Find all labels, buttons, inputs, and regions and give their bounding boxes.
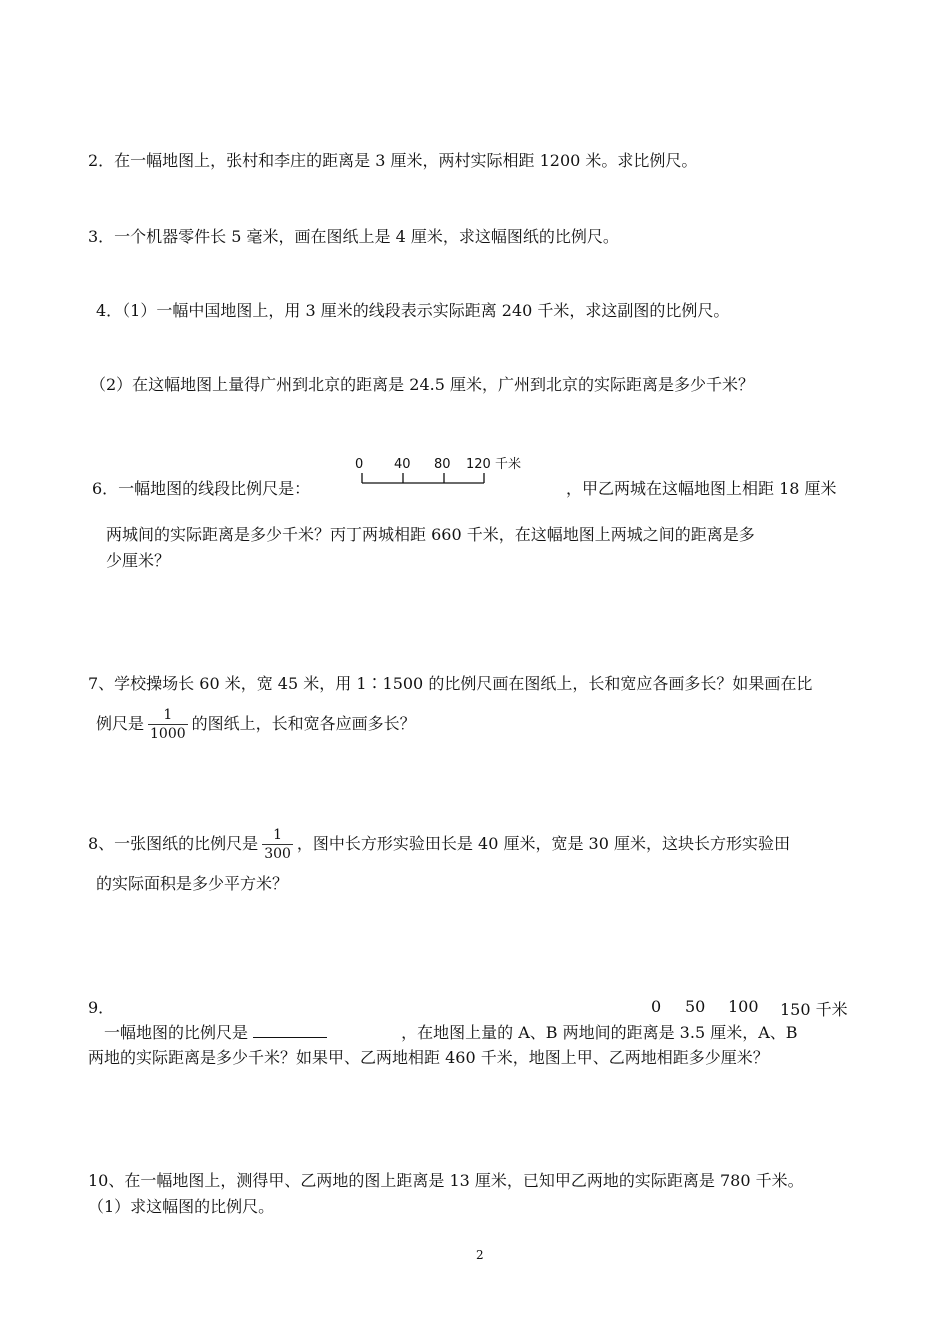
question-9-line-1-prefix: 一幅地图的比例尺是 bbox=[104, 1023, 249, 1042]
scale9-label-3: 150 千米 bbox=[780, 1000, 848, 1019]
question-4-part-2: （2）在这幅地图上量得广州到北京的距离是 24.5 厘米，广州到北京的实际距离是多少千米？ bbox=[90, 375, 754, 394]
question-9-line-1-suffix: ，在地图上量的 A、B 两地间的距离是 3.5 厘米，A、B bbox=[401, 1023, 798, 1042]
scale9-label-2: 100 bbox=[728, 997, 759, 1016]
question-8-prefix: 8、一张图纸的比例尺是 bbox=[88, 834, 259, 853]
question-7-line-2 bbox=[96, 704, 416, 744]
question-6-prefix: 6．一幅地图的线段比例尺是： bbox=[92, 479, 311, 498]
scale6-label-1: 40 bbox=[394, 457, 411, 472]
question-7-line-2-prefix: 例尺是 bbox=[96, 714, 145, 733]
question-3: 3．一个机器零件长 5 毫米，画在图纸上是 4 厘米，求这幅图纸的比例尺。 bbox=[88, 227, 619, 246]
question-7-line-2-suffix: 的图纸上，长和宽各应画多长？ bbox=[191, 714, 416, 733]
scale6-label-0: 0 bbox=[355, 457, 364, 472]
fraction-denominator: 300 bbox=[264, 846, 291, 862]
question-9-line-1 bbox=[104, 1022, 798, 1044]
question-9-number: 9． bbox=[88, 998, 115, 1017]
question-2: 2．在一幅地图上，张村和李庄的距离是 3 厘米，两村实际相距 1200 米。求比例尺。 bbox=[88, 151, 698, 170]
scale-fraction-300 bbox=[262, 827, 293, 862]
scale6-label-2: 80 bbox=[434, 457, 451, 472]
question-4-part-1: 4．（1）一幅中国地图上，用 3 厘米的线段表示实际距离 240 千米，求这副图的比例尺。 bbox=[96, 301, 730, 320]
question-7-line-1: 7、学校操场长 60 米，宽 45 米，用 1∶1500 的比例尺画在图纸上，长和宽应各画多长？如果画在比 bbox=[88, 674, 813, 693]
question-9-line-2: 两地的实际距离是多少千米？如果甲、乙两地相距 460 千米，地图上甲、乙两地相距多少厘米？ bbox=[88, 1048, 769, 1067]
line-scale-6 bbox=[352, 452, 532, 488]
fraction-denominator: 1000 bbox=[150, 726, 186, 742]
question-6-line-2: 两城间的实际距离是多少千米？丙丁两城相距 660 千米，在这幅地图上两城之间的距离是多 bbox=[106, 525, 755, 544]
question-8-line-1 bbox=[88, 824, 790, 864]
page-number: 2 bbox=[476, 1248, 484, 1262]
question-6-line-3: 少厘米？ bbox=[106, 551, 171, 570]
question-10-line-2: （1）求这幅图的比例尺。 bbox=[88, 1197, 275, 1216]
scale-fraction-1000 bbox=[148, 707, 188, 742]
scale9-label-1: 50 bbox=[685, 997, 706, 1016]
question-8-line-2: 的实际面积是多少平方米？ bbox=[96, 874, 289, 893]
answer-blank[interactable] bbox=[253, 1023, 327, 1038]
question-10-line-1: 10、在一幅地图上，测得甲、乙两地的图上距离是 13 厘米，已知甲乙两地的实际距离是 780 千米。 bbox=[88, 1171, 804, 1190]
scale6-label-3: 120 千米 bbox=[466, 457, 521, 472]
fraction-numerator: 1 bbox=[273, 827, 283, 843]
fraction-numerator: 1 bbox=[163, 707, 173, 723]
scale9-label-0: 0 bbox=[651, 997, 662, 1016]
question-6-suffix: ，甲乙两城在这幅地图上相距 18 厘米 bbox=[566, 479, 837, 498]
question-8-suffix: ，图中长方形实验田长是 40 厘米，宽是 30 厘米，这块长方形实验田 bbox=[296, 834, 790, 853]
